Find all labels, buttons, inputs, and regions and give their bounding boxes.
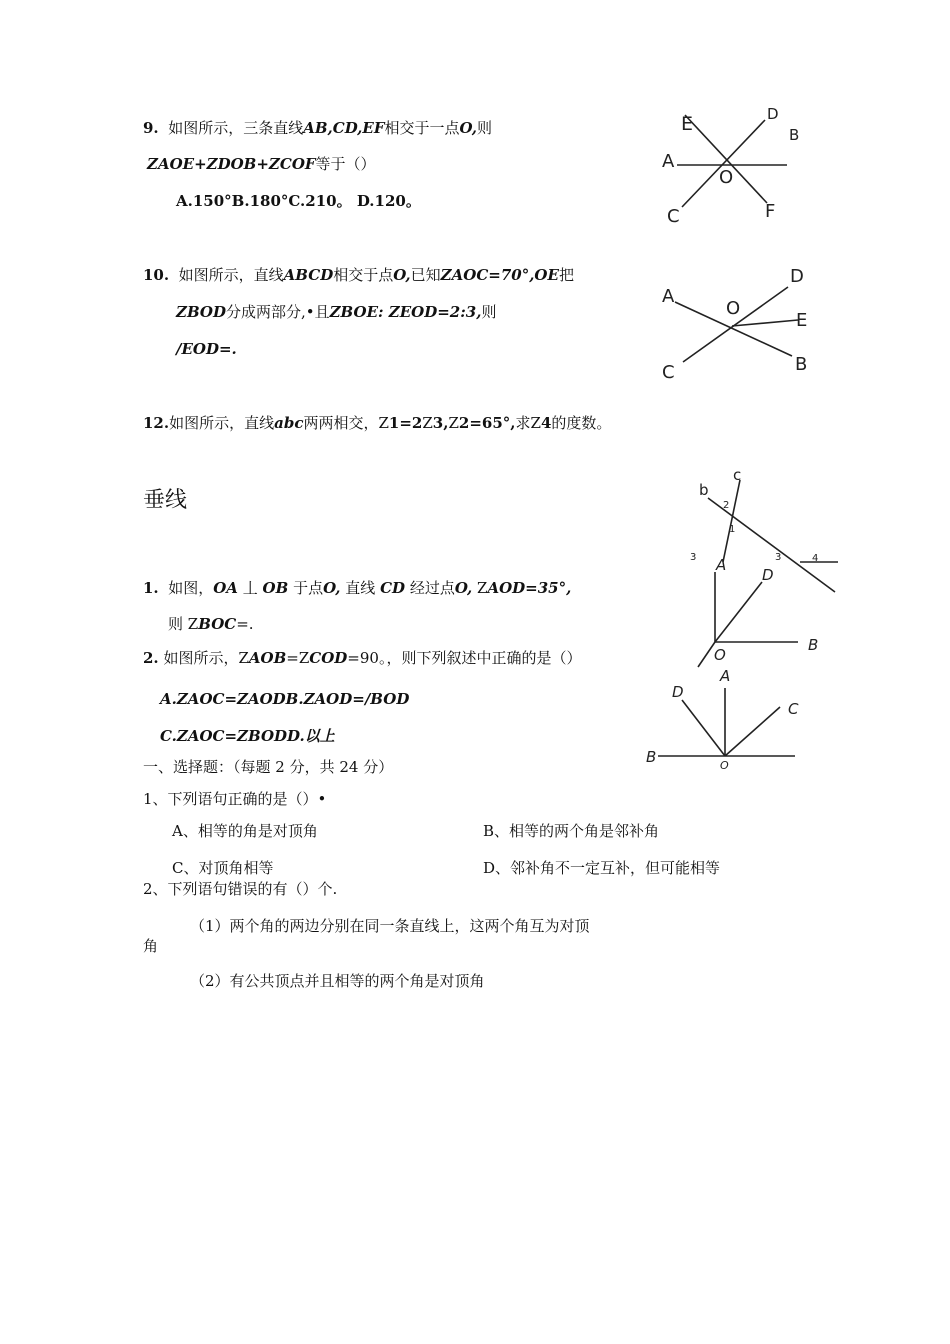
line-ef: [685, 115, 767, 203]
q10-line3: /EOD=.: [176, 340, 237, 358]
s1-stem: 1、下列语句正确的是（）•: [143, 790, 327, 808]
label-c: C: [662, 362, 675, 383]
label-a: A: [716, 556, 727, 574]
label-d: D: [762, 566, 774, 584]
p2-options-ab: A.ZAOC=ZAODB.ZAOD=/BOD: [160, 690, 410, 708]
q10-line2: ZBOD分成两部分,•且ZBOE: ZEOD=2:3,则: [176, 303, 497, 321]
section-heading-perpendicular: 垂线: [143, 488, 188, 513]
label-angle-2: 2: [723, 500, 730, 511]
p1-line2: 则 ZBOC=.: [168, 615, 254, 633]
label-angle-4: 4: [812, 553, 819, 564]
label-o: O: [714, 646, 726, 664]
label-c: C: [667, 206, 680, 227]
label-a: A: [662, 286, 675, 307]
s1-option-d: D、邻补角不一定互补，但可能相等: [483, 859, 721, 877]
line-c: [723, 480, 740, 562]
label-b: B: [808, 636, 819, 654]
s1-option-b: B、相等的两个角是邻补角: [483, 822, 660, 840]
label-b: B: [646, 748, 657, 766]
label-f: F: [765, 201, 776, 222]
s1-option-a: A、相等的角是对顶角: [172, 822, 318, 840]
figure-three-lines: [650, 105, 810, 230]
label-o: O: [719, 167, 734, 188]
s2-stem: 2、下列语句错误的有（）个.: [143, 880, 338, 898]
q9-line2: ZAOE+ZDOB+ZCOF等于（）: [147, 155, 376, 173]
label-d: D: [790, 266, 804, 287]
label-c: c: [733, 466, 742, 484]
p2-line1: 2. 如图所示，ZAOB=ZCOD=90。，则下列叙述中正确的是（）: [143, 649, 582, 667]
label-angle-3: 3: [775, 552, 782, 563]
label-b: B: [789, 126, 800, 144]
ray-oc: [698, 642, 715, 667]
label-d: D: [767, 105, 779, 123]
figure-lines-abcd: [650, 262, 810, 387]
label-o: O: [726, 298, 741, 319]
p2-options-cd: C.ZAOC=ZBODD.以上: [160, 727, 335, 745]
label-angle-1: 1: [729, 524, 736, 535]
label-angle-3-left: 3: [690, 552, 697, 563]
q9-options: A.150°B.180°C.210。 D.120。: [176, 192, 421, 210]
s1-option-c: C、对顶角相等: [172, 859, 274, 877]
q12-line: 12.如图所示，直线abc两两相交，Z1=2Z3,Z2=65°,求Z4的度数。: [143, 414, 612, 432]
label-e: E: [796, 310, 808, 331]
label-a: A: [662, 151, 675, 172]
ray-oc: [725, 707, 780, 756]
line-cd: [682, 120, 765, 207]
ray-od: [682, 700, 725, 756]
s2-item1: （1）两个角的两边分别在同一条直线上，这两个角互为对顶: [190, 917, 590, 935]
figure-aob-cod: [640, 665, 805, 772]
ray-od: [715, 582, 762, 642]
s2-item1-cont: 角: [143, 937, 159, 955]
choice-section-title: 一、选择题：（每题 2 分，共 24 分）: [143, 758, 394, 776]
label-e: E: [681, 113, 694, 135]
label-b: B: [795, 354, 808, 375]
label-o: O: [720, 759, 729, 772]
label-a: A: [720, 667, 731, 685]
label-d: D: [672, 683, 684, 701]
label-b: b: [699, 481, 709, 499]
s2-item2: （2）有公共顶点并且相等的两个角是对顶角: [190, 972, 485, 990]
label-c: C: [788, 700, 799, 718]
figure-oa-perp-ob: [680, 552, 825, 667]
q9-line1: 9. 如图所示，三条直线AB,CD,EF相交于一点O,则: [143, 119, 492, 137]
p1-line1: 1. 如图，OA 丄 OB 于点O, 直线 CD 经过点O, ZAOD=35°,: [143, 579, 572, 597]
q10-line1: 10. 如图所示，直线ABCD相交于点O,已知ZAOC=70°,OE把: [143, 266, 574, 284]
